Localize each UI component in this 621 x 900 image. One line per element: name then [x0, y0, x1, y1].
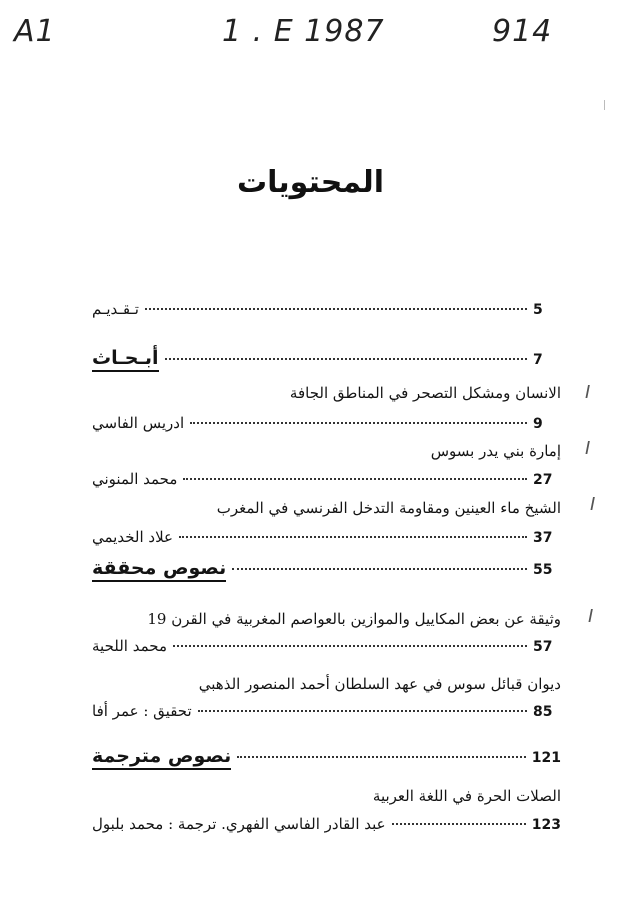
- leader-dots: [179, 536, 527, 538]
- toc-section-heading: نصوص محققة: [92, 557, 226, 582]
- toc-page-number: 123: [531, 817, 561, 833]
- toc-entry-author-line: [92, 470, 561, 488]
- toc-section-heading: نصوص مترجمة: [92, 745, 231, 770]
- toc-entry-author: عبد القادر الفاسي الفهري. ترجمة : محمد بلبول: [92, 815, 386, 833]
- toc-section-research: [92, 347, 561, 372]
- leader-dots: [392, 823, 526, 825]
- toc-entry-label: تـقـديـم: [92, 300, 139, 318]
- toc-page-number: 37: [533, 530, 553, 546]
- margin-mark: I: [585, 382, 591, 403]
- toc-section-translated-texts: [92, 745, 561, 770]
- margin-mark: I: [590, 494, 596, 515]
- toc-entry-title: ديوان قبائل سوس في عهد السلطان أحمد المنصور الذهبي: [198, 675, 561, 693]
- leader-dots: [232, 568, 527, 570]
- toc-entry-author: علاد الخديمي: [92, 528, 173, 546]
- toc-section-edited-texts: [92, 557, 561, 582]
- toc-page-number: 9: [533, 416, 543, 432]
- page-title: المحتويات: [236, 165, 384, 200]
- toc-entry-author: تحقيق : عمر أفا: [92, 702, 192, 720]
- toc-entry-author-line: [92, 528, 561, 546]
- handwritten-shelf-mark: A1: [14, 14, 56, 49]
- toc-entry-title: الشيخ ماء العينين ومقاومة التدخل الفرنسي في المغرب: [216, 499, 561, 517]
- toc-entry-author: ادريس الفاسي: [92, 414, 185, 432]
- toc-entry-author-line: [92, 702, 561, 720]
- toc-section-heading: أبـحـاث: [92, 347, 159, 372]
- toc-entry-author-line: [92, 637, 561, 655]
- toc-page-number: 27: [533, 472, 553, 488]
- margin-mark: I: [585, 438, 591, 459]
- toc-entry-author-line: [92, 815, 561, 833]
- scan-mark: [604, 100, 605, 110]
- leader-dots: [190, 422, 527, 424]
- toc-entry-title: إمارة بني يدر بسوس: [430, 442, 561, 460]
- toc-entry-author-line: [92, 414, 561, 432]
- margin-mark: I: [588, 606, 594, 627]
- toc-entry-author: محمد اللحية: [92, 637, 167, 655]
- leader-dots: [145, 308, 527, 310]
- leader-dots: [165, 358, 527, 360]
- toc-page-number: 55: [533, 562, 553, 578]
- toc-page-number: 7: [533, 352, 543, 368]
- toc-page-number: 85: [533, 704, 553, 720]
- toc-entry-author: محمد المنوني: [92, 470, 178, 488]
- handwritten-number: 914: [492, 14, 553, 49]
- leader-dots: [198, 710, 527, 712]
- toc-entry-title: وثيقة عن بعض المكاييل والموازين بالعواصم المغربية في القرن 19: [147, 610, 561, 628]
- leader-dots: [237, 756, 526, 758]
- toc-page-number: 121: [531, 750, 561, 766]
- handwritten-call-number: 1 . E 1987: [222, 14, 385, 49]
- leader-dots: [183, 478, 527, 480]
- leader-dots: [173, 645, 527, 647]
- toc-page-number: 57: [533, 639, 553, 655]
- toc-entry-preface: [92, 300, 561, 318]
- toc-entry-title: الانسان ومشكل التصحر في المناطق الجافة: [289, 384, 561, 402]
- toc-page-number: 5: [533, 302, 543, 318]
- toc-entry-title: الصلات الحرة في اللغة العربية: [372, 787, 561, 805]
